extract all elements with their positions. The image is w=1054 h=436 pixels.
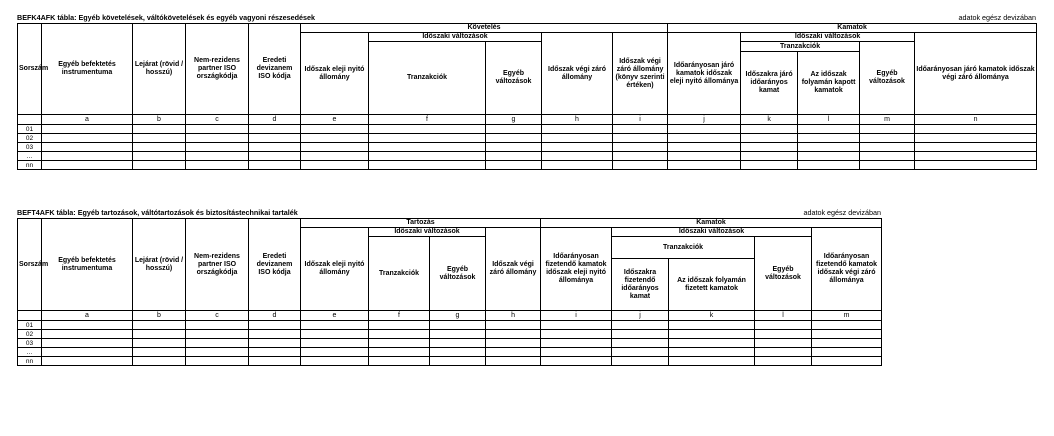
table-cell[interactable]: [669, 339, 755, 348]
table1-header-g: Egyéb változások: [486, 42, 542, 115]
table-cell[interactable]: [755, 321, 812, 330]
table-cell[interactable]: [186, 134, 249, 143]
row-number: nn: [18, 161, 42, 170]
table1-header-d: Eredeti devizanem ISO kódja: [249, 24, 301, 115]
table-cell[interactable]: [42, 152, 133, 161]
table-row: [18, 134, 1037, 143]
table2-header-j: Időszakra fizetendő időarányos kamat: [612, 259, 669, 311]
table-row: [18, 152, 1037, 161]
table-cell[interactable]: [301, 339, 369, 348]
table2-letter: i: [541, 311, 612, 321]
table1-group-interest: Kamatok: [668, 24, 1037, 33]
table-cell[interactable]: [669, 357, 755, 366]
table-cell[interactable]: [486, 161, 542, 170]
table-cell[interactable]: [860, 143, 915, 152]
table-cell[interactable]: [133, 357, 186, 366]
table2-header-d: Eredeti devizanem ISO kódja: [249, 219, 301, 311]
table-cell[interactable]: [42, 143, 133, 152]
table-cell[interactable]: [798, 143, 860, 152]
table2-body: [18, 321, 882, 366]
table2-header-c: Nem-rezidens partner ISO országkódja: [186, 219, 249, 311]
table-cell[interactable]: [186, 357, 249, 366]
table-cell[interactable]: [301, 321, 369, 330]
table-cell[interactable]: [133, 161, 186, 170]
table-cell[interactable]: [741, 161, 798, 170]
table-cell[interactable]: [249, 339, 301, 348]
table1-title: BEFK4AFK tábla: Egyéb követelések, váltókövetelések és egyéb vagyoni részesedések: [17, 13, 316, 22]
table2-header-h: Időszak végi záró állomány: [486, 228, 541, 311]
table-cell[interactable]: [249, 134, 301, 143]
table1-letter: b: [133, 115, 186, 125]
table2-header-g: Egyéb változások: [430, 237, 486, 311]
table2-letter: h: [486, 311, 541, 321]
table1-letter: j: [668, 115, 741, 125]
table1-block: [17, 13, 1036, 170]
table-cell[interactable]: [369, 321, 430, 330]
table1-letter: i: [613, 115, 668, 125]
table1-header-a: Egyéb befektetés instrumentuma: [42, 24, 133, 115]
table-cell[interactable]: [915, 152, 1037, 161]
table-cell[interactable]: [369, 330, 430, 339]
table-cell[interactable]: [133, 134, 186, 143]
table-cell[interactable]: [486, 321, 541, 330]
table-cell[interactable]: [812, 330, 882, 339]
table2-note: adatok egész devizában: [803, 208, 881, 217]
table-cell[interactable]: [301, 143, 369, 152]
table-cell[interactable]: [541, 321, 612, 330]
table-cell[interactable]: [369, 125, 486, 134]
table-cell[interactable]: [798, 125, 860, 134]
table1-letter: g: [486, 115, 542, 125]
table-cell[interactable]: [613, 143, 668, 152]
table-cell[interactable]: [486, 357, 541, 366]
table1-group-main: Követelés: [301, 24, 668, 33]
table-cell[interactable]: [486, 152, 542, 161]
table-cell[interactable]: [42, 321, 133, 330]
table-cell[interactable]: [133, 125, 186, 134]
table-cell[interactable]: [42, 357, 133, 366]
table2-group-main-sub: Időszaki változások: [369, 228, 486, 237]
table1-header-b: Lejárat (rövid / hosszú): [133, 24, 186, 115]
table-cell[interactable]: [915, 143, 1037, 152]
table-cell[interactable]: [301, 152, 369, 161]
table-cell[interactable]: [301, 330, 369, 339]
table-cell[interactable]: [301, 357, 369, 366]
table-cell[interactable]: [741, 143, 798, 152]
table-row: [18, 357, 882, 366]
table2-header-m: Időarányosan fizetendő kamatok időszak végi záró állománya: [812, 228, 882, 311]
table-cell[interactable]: [860, 161, 915, 170]
table1-group-interest-sub: Időszaki változások: [741, 33, 915, 42]
table1-letter: k: [741, 115, 798, 125]
table1-header-sorszam: Sorszám: [18, 24, 42, 115]
table-cell[interactable]: [860, 134, 915, 143]
table-cell[interactable]: [186, 339, 249, 348]
table1-header-f: Tranzakciók: [369, 42, 486, 115]
table1-header-i: Időszak végi záró állomány (könyv szerinti értéken): [613, 33, 668, 115]
row-number: 02: [18, 134, 42, 143]
table2-letter-blank: [18, 311, 42, 321]
table-cell[interactable]: [812, 357, 882, 366]
table-cell[interactable]: [612, 339, 669, 348]
table-cell[interactable]: [430, 348, 486, 357]
table-cell[interactable]: [249, 143, 301, 152]
table-cell[interactable]: [741, 152, 798, 161]
table-cell[interactable]: [301, 125, 369, 134]
table-cell[interactable]: [542, 143, 613, 152]
table-cell[interactable]: [133, 321, 186, 330]
table2-group-interest: Kamatok: [541, 219, 882, 228]
table-cell[interactable]: [812, 348, 882, 357]
table-cell[interactable]: [186, 330, 249, 339]
table-cell[interactable]: [430, 321, 486, 330]
table-row: [18, 143, 1037, 152]
table-cell[interactable]: [42, 330, 133, 339]
row-number: 03: [18, 143, 42, 152]
table2-header-l: Egyéb változások: [755, 237, 812, 311]
table2-letter: e: [301, 311, 369, 321]
table-cell[interactable]: [301, 134, 369, 143]
table-cell[interactable]: [915, 125, 1037, 134]
table-cell[interactable]: [369, 152, 486, 161]
row-number: ...: [18, 348, 42, 357]
table-cell[interactable]: [612, 348, 669, 357]
table1-header-e: Időszak eleji nyitó állomány: [301, 33, 369, 115]
table-cell[interactable]: [741, 134, 798, 143]
table1-header-l: Az időszak folyamán kapott kamatok: [798, 52, 860, 115]
table-cell[interactable]: [798, 161, 860, 170]
table-cell[interactable]: [42, 125, 133, 134]
table-cell[interactable]: [741, 125, 798, 134]
table-cell[interactable]: [542, 161, 613, 170]
table1-header-j: Időarányosan járó kamatok időszak eleji nyitó állománya: [668, 33, 741, 115]
table1-letter: l: [798, 115, 860, 125]
table-cell[interactable]: [42, 161, 133, 170]
table-cell[interactable]: [133, 152, 186, 161]
table-cell[interactable]: [541, 330, 612, 339]
table1-letter-blank: [18, 115, 42, 125]
table1-letter: e: [301, 115, 369, 125]
table-cell[interactable]: [301, 348, 369, 357]
table-row: [18, 330, 882, 339]
table-cell[interactable]: [249, 125, 301, 134]
table-cell[interactable]: [133, 330, 186, 339]
table-cell[interactable]: [430, 330, 486, 339]
table-cell[interactable]: [612, 357, 669, 366]
table1-letter: a: [42, 115, 133, 125]
table-cell[interactable]: [612, 321, 669, 330]
table2-letter-row: [18, 311, 882, 321]
table-cell[interactable]: [249, 348, 301, 357]
table-row: [18, 125, 1037, 134]
table1: [17, 23, 1037, 170]
table-cell[interactable]: [668, 161, 741, 170]
table-cell[interactable]: [755, 357, 812, 366]
table-cell[interactable]: [798, 152, 860, 161]
table2-letter: f: [369, 311, 430, 321]
table-cell[interactable]: [133, 339, 186, 348]
table-cell[interactable]: [133, 143, 186, 152]
table-cell[interactable]: [369, 134, 486, 143]
table-cell[interactable]: [669, 321, 755, 330]
table-cell[interactable]: [613, 134, 668, 143]
table2-group-interest-sub: Időszaki változások: [612, 228, 812, 237]
table1-header-h: Időszak végi záró állomány: [542, 33, 613, 115]
table-cell[interactable]: [613, 161, 668, 170]
table2-header-sorszam: Sorszám: [18, 219, 42, 311]
table-cell[interactable]: [42, 348, 133, 357]
table-row: [18, 161, 1037, 170]
table-cell[interactable]: [755, 348, 812, 357]
table-cell[interactable]: [613, 152, 668, 161]
table2-header-a: Egyéb befektetés instrumentuma: [42, 219, 133, 311]
table2-group-main: Tartozás: [301, 219, 541, 228]
table1-title-row: [17, 13, 1036, 23]
table-cell[interactable]: [133, 348, 186, 357]
table-cell[interactable]: [249, 152, 301, 161]
table-cell[interactable]: [186, 125, 249, 134]
table1-letter-row: [18, 115, 1037, 125]
table2-header-e: Időszak eleji nyitó állomány: [301, 228, 369, 311]
table2-group-interest-sub2: Tranzakciók: [612, 237, 755, 259]
table-cell[interactable]: [812, 321, 882, 330]
table2-letter: l: [755, 311, 812, 321]
table-cell[interactable]: [42, 339, 133, 348]
table-cell[interactable]: [369, 348, 430, 357]
table1-letter: d: [249, 115, 301, 125]
table-cell[interactable]: [486, 143, 542, 152]
table1-header-m: Egyéb változások: [860, 42, 915, 115]
table-cell[interactable]: [249, 357, 301, 366]
table1-header-k: Időszakra járó időarányos kamat: [741, 52, 798, 115]
table-row: [18, 348, 882, 357]
table-cell[interactable]: [486, 134, 542, 143]
row-number: ...: [18, 152, 42, 161]
table-cell[interactable]: [486, 330, 541, 339]
table-cell[interactable]: [430, 339, 486, 348]
table-cell[interactable]: [301, 161, 369, 170]
table-cell[interactable]: [369, 143, 486, 152]
table2-title-row: [17, 208, 881, 218]
table-cell[interactable]: [249, 161, 301, 170]
table1-group-main-sub: Időszaki változások: [369, 33, 542, 42]
table-cell[interactable]: [369, 161, 486, 170]
row-number: 02: [18, 330, 42, 339]
table-cell[interactable]: [42, 134, 133, 143]
table-cell[interactable]: [186, 152, 249, 161]
table1-letter: n: [915, 115, 1037, 125]
table-cell[interactable]: [542, 134, 613, 143]
table1-body: [18, 125, 1037, 170]
table2: [17, 218, 882, 366]
table-cell[interactable]: [542, 125, 613, 134]
row-number: 01: [18, 321, 42, 330]
table2-letter: b: [133, 311, 186, 321]
table-cell[interactable]: [860, 125, 915, 134]
table-cell[interactable]: [669, 348, 755, 357]
table2-letter: d: [249, 311, 301, 321]
table2-letter: j: [612, 311, 669, 321]
row-number: nn: [18, 357, 42, 366]
table-cell[interactable]: [186, 143, 249, 152]
row-number: 01: [18, 125, 42, 134]
table1-letter: f: [369, 115, 486, 125]
table-cell[interactable]: [369, 357, 430, 366]
table2-header-k: Az időszak folyamán fizetett kamatok: [669, 259, 755, 311]
table-cell[interactable]: [613, 125, 668, 134]
table-cell[interactable]: [486, 125, 542, 134]
table-cell[interactable]: [249, 321, 301, 330]
table-cell[interactable]: [486, 339, 541, 348]
table-cell[interactable]: [755, 339, 812, 348]
table-cell[interactable]: [668, 143, 741, 152]
table2-letter: a: [42, 311, 133, 321]
table-cell[interactable]: [186, 348, 249, 357]
table1-letter: c: [186, 115, 249, 125]
table-cell[interactable]: [612, 330, 669, 339]
table1-header-c: Nem-rezidens partner ISO országkódja: [186, 24, 249, 115]
row-number: 03: [18, 339, 42, 348]
table-cell[interactable]: [541, 348, 612, 357]
table2-letter: m: [812, 311, 882, 321]
table-cell[interactable]: [186, 161, 249, 170]
table-cell[interactable]: [668, 152, 741, 161]
table-cell[interactable]: [669, 330, 755, 339]
table-cell[interactable]: [668, 134, 741, 143]
table2-letter: k: [669, 311, 755, 321]
table-cell[interactable]: [249, 330, 301, 339]
table2-title: BEFT4AFK tábla: Egyéb tartozások, váltótartozások és biztosítástechnikai tartalék: [17, 208, 298, 217]
table-cell[interactable]: [860, 152, 915, 161]
table-cell[interactable]: [915, 134, 1037, 143]
table2-block: [17, 208, 881, 366]
table-cell[interactable]: [486, 348, 541, 357]
table-cell[interactable]: [541, 339, 612, 348]
table2-header-i: Időarányosan fizetendő kamatok időszak eleji nyitó állománya: [541, 228, 612, 311]
table-cell[interactable]: [915, 161, 1037, 170]
table-cell[interactable]: [755, 330, 812, 339]
table-row: [18, 339, 882, 348]
table1-group-interest-sub2: Tranzakciók: [741, 42, 860, 52]
table-cell[interactable]: [430, 357, 486, 366]
table-cell[interactable]: [542, 152, 613, 161]
table2-header-f: Tranzakciók: [369, 237, 430, 311]
table-cell[interactable]: [668, 125, 741, 134]
table-cell[interactable]: [541, 357, 612, 366]
table1-header-n: Időarányosan járó kamatok időszak végi záró állománya: [915, 33, 1037, 115]
table2-letter: g: [430, 311, 486, 321]
table-cell[interactable]: [798, 134, 860, 143]
table2-letter: c: [186, 311, 249, 321]
table-cell[interactable]: [186, 321, 249, 330]
table-cell[interactable]: [369, 339, 430, 348]
table1-note: adatok egész devizában: [958, 13, 1036, 22]
table-row: [18, 321, 882, 330]
table1-letter: h: [542, 115, 613, 125]
table1-letter: m: [860, 115, 915, 125]
table-cell[interactable]: [812, 339, 882, 348]
table2-header-b: Lejárat (rövid / hosszú): [133, 219, 186, 311]
